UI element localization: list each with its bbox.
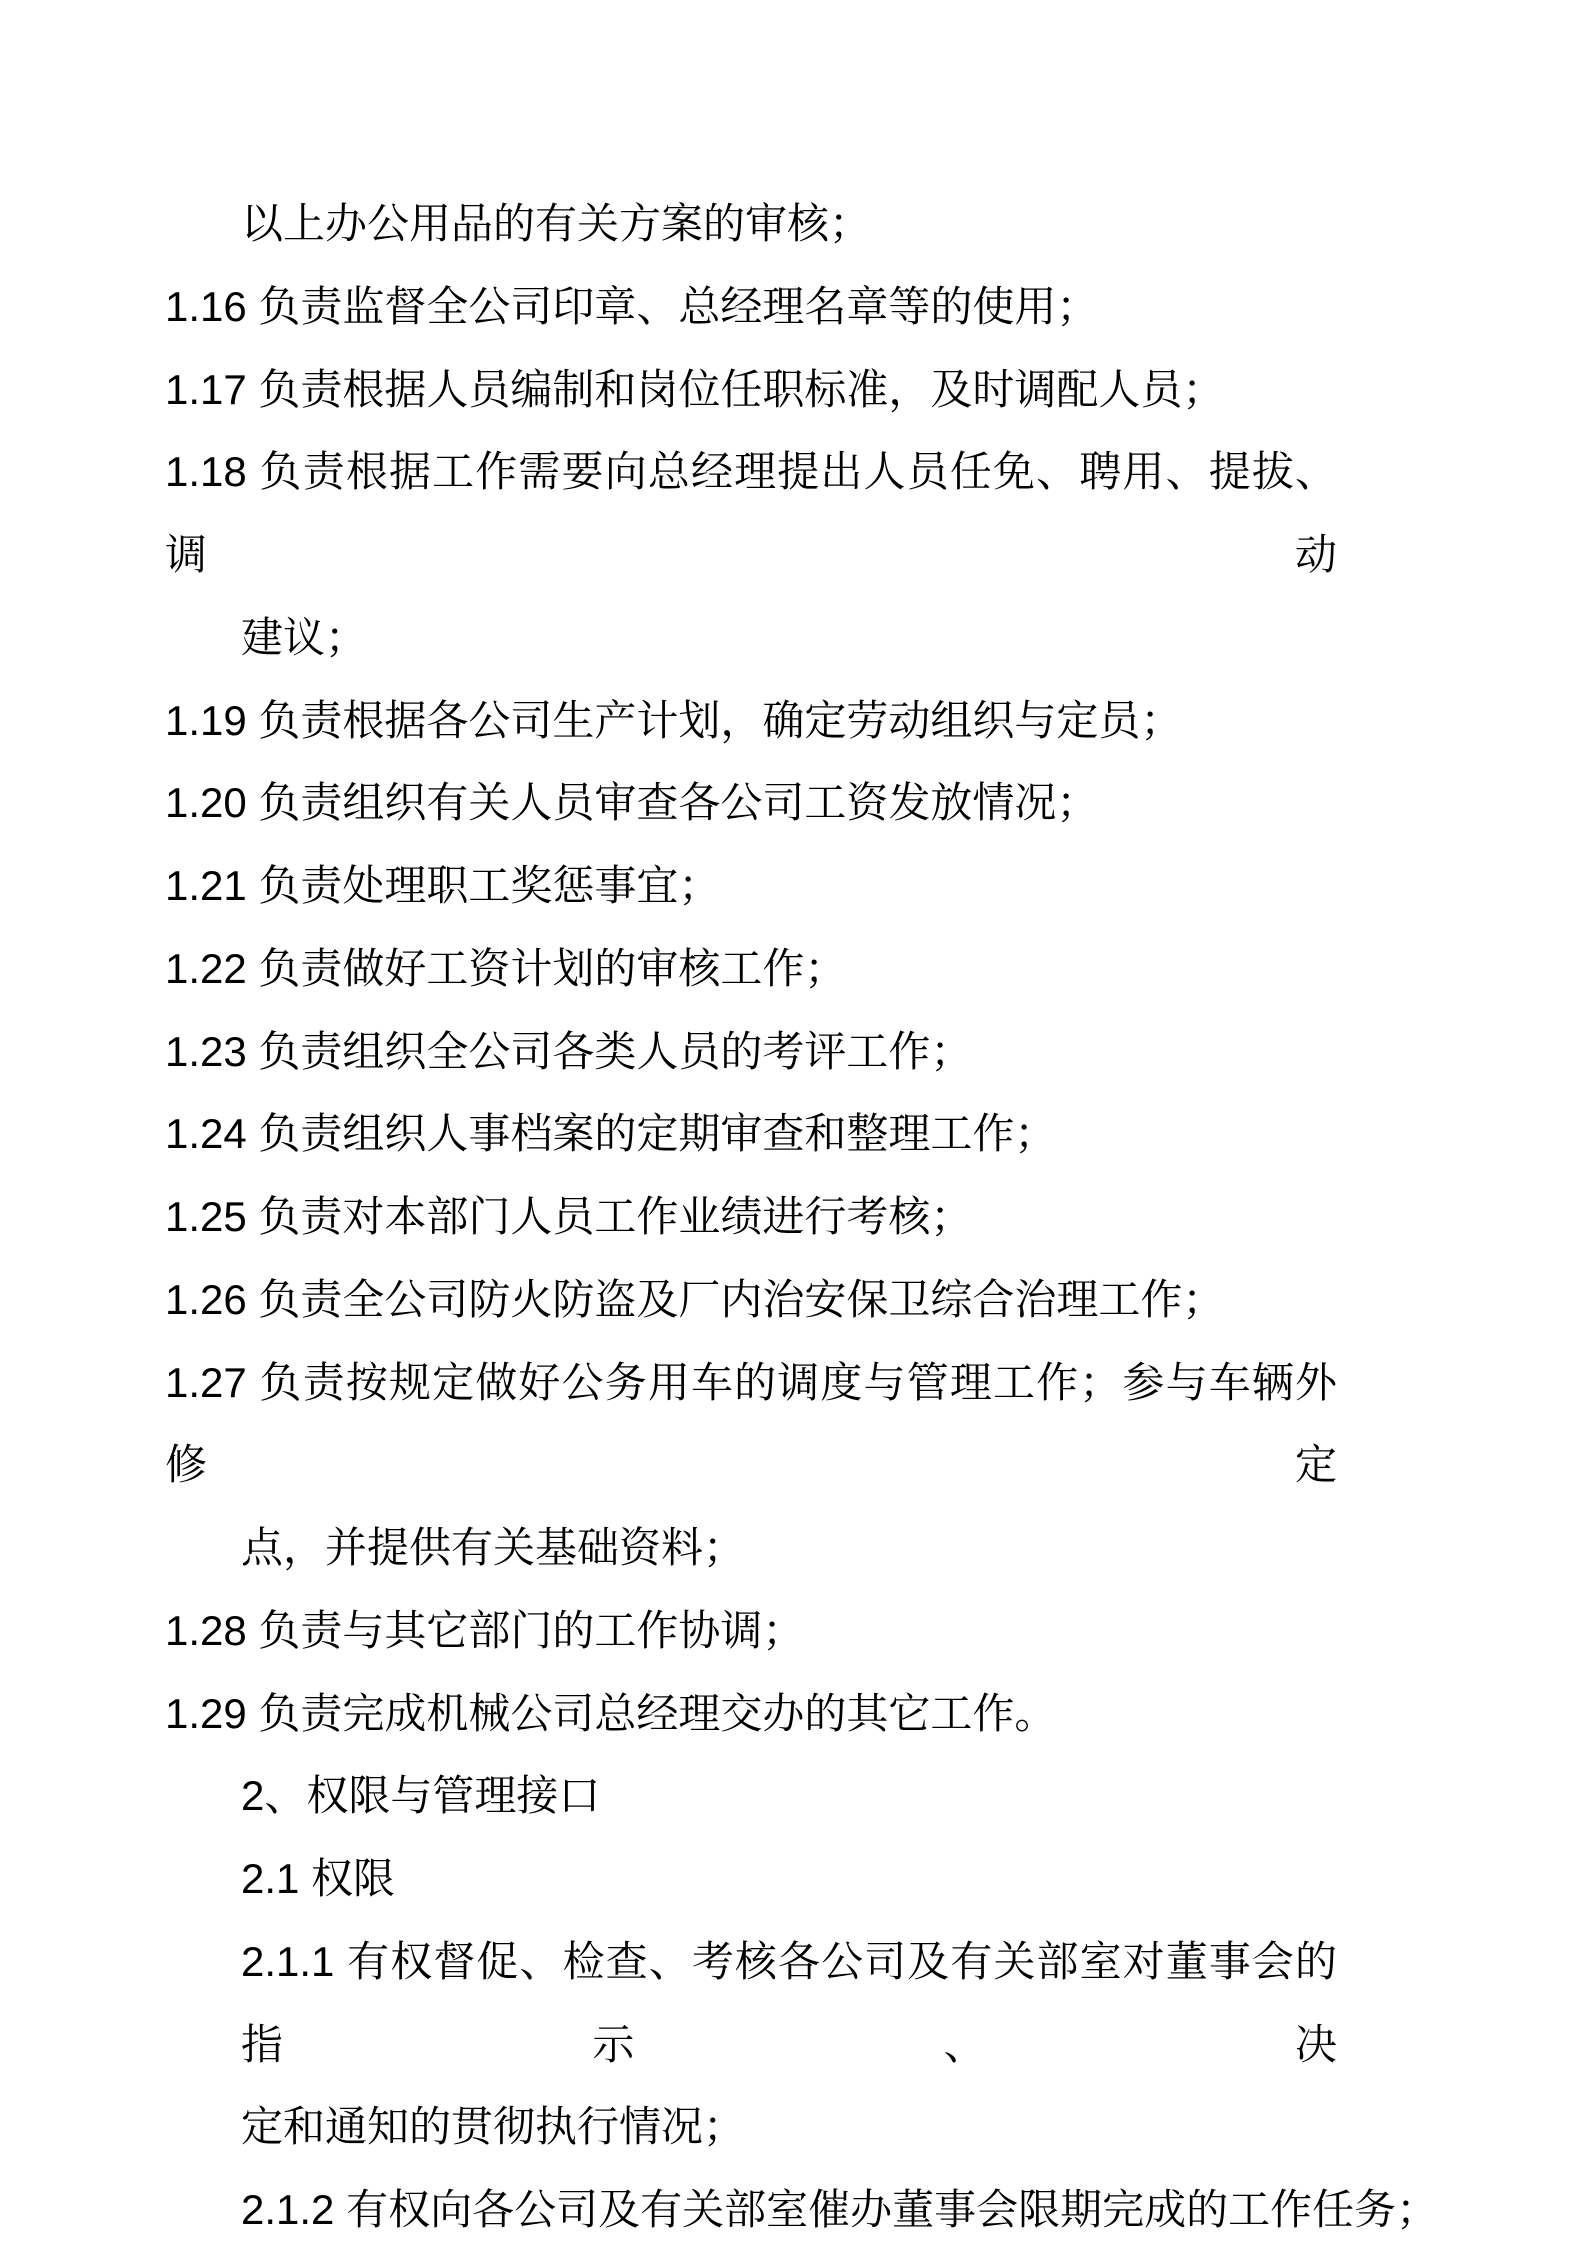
document-line: 1.17 负责根据人员编制和岗位任职标准，及时调配人员； — [165, 365, 1225, 413]
document-line: 1.29 负责完成机械公司总经理交办的其它工作。 — [165, 1689, 1057, 1737]
document-line: 1.24 负责组织人事档案的定期审查和整理工作； — [165, 1110, 1057, 1158]
document-line: 1.16 负责监督全公司印章、总经理名章等的使用； — [165, 282, 1099, 330]
document-line: 建议； — [241, 613, 368, 661]
document-body — [165, 183, 1439, 2244]
document-line: 2.1 权限 — [241, 1855, 396, 1902]
document-line: 点，并提供有关基础资料； — [241, 1524, 746, 1571]
document-line: 1.21 负责处理职工奖惩事宜； — [165, 862, 721, 909]
document-line: 1.19 负责根据各公司生产计划，确定劳动组织与定员； — [165, 696, 1183, 744]
document-line: 1.18 负责根据工作需要向总经理提出人员任免、聘用、提拔、调动 — [165, 448, 1337, 578]
document-line: 1.27 负责按规定做好公务用车的调度与管理工作；参与车辆外修定 — [165, 1358, 1337, 1489]
document-line: 2.1.2 有权向各公司及有关部室催办董事会限期完成的工作任务； — [241, 2186, 1439, 2233]
document-line: 2.1.1 有权督促、检查、考核各公司及有关部室对董事会的指示、决 — [241, 1937, 1337, 2068]
document-line: 2、权限与管理接口 — [241, 1772, 601, 1820]
document-line: 1.26 负责全公司防火防盗及厂内治安保卫综合治理工作； — [165, 1275, 1225, 1323]
document-line: 1.22 负责做好工资计划的审核工作； — [165, 944, 847, 992]
document-line: 定和通知的贯彻执行情况； — [241, 2103, 746, 2151]
document-line: 1.25 负责对本部门人员工作业绩进行考核； — [165, 1193, 973, 1240]
document-line: 以上办公用品的有关方案的审核； — [241, 200, 872, 247]
document-line: 1.20 负责组织有关人员审查各公司工资发放情况； — [165, 779, 1099, 827]
document-line: 1.28 负责与其它部门的工作协调； — [165, 1606, 805, 1654]
document-line: 1.23 负责组织全公司各类人员的考评工作； — [165, 1027, 973, 1075]
